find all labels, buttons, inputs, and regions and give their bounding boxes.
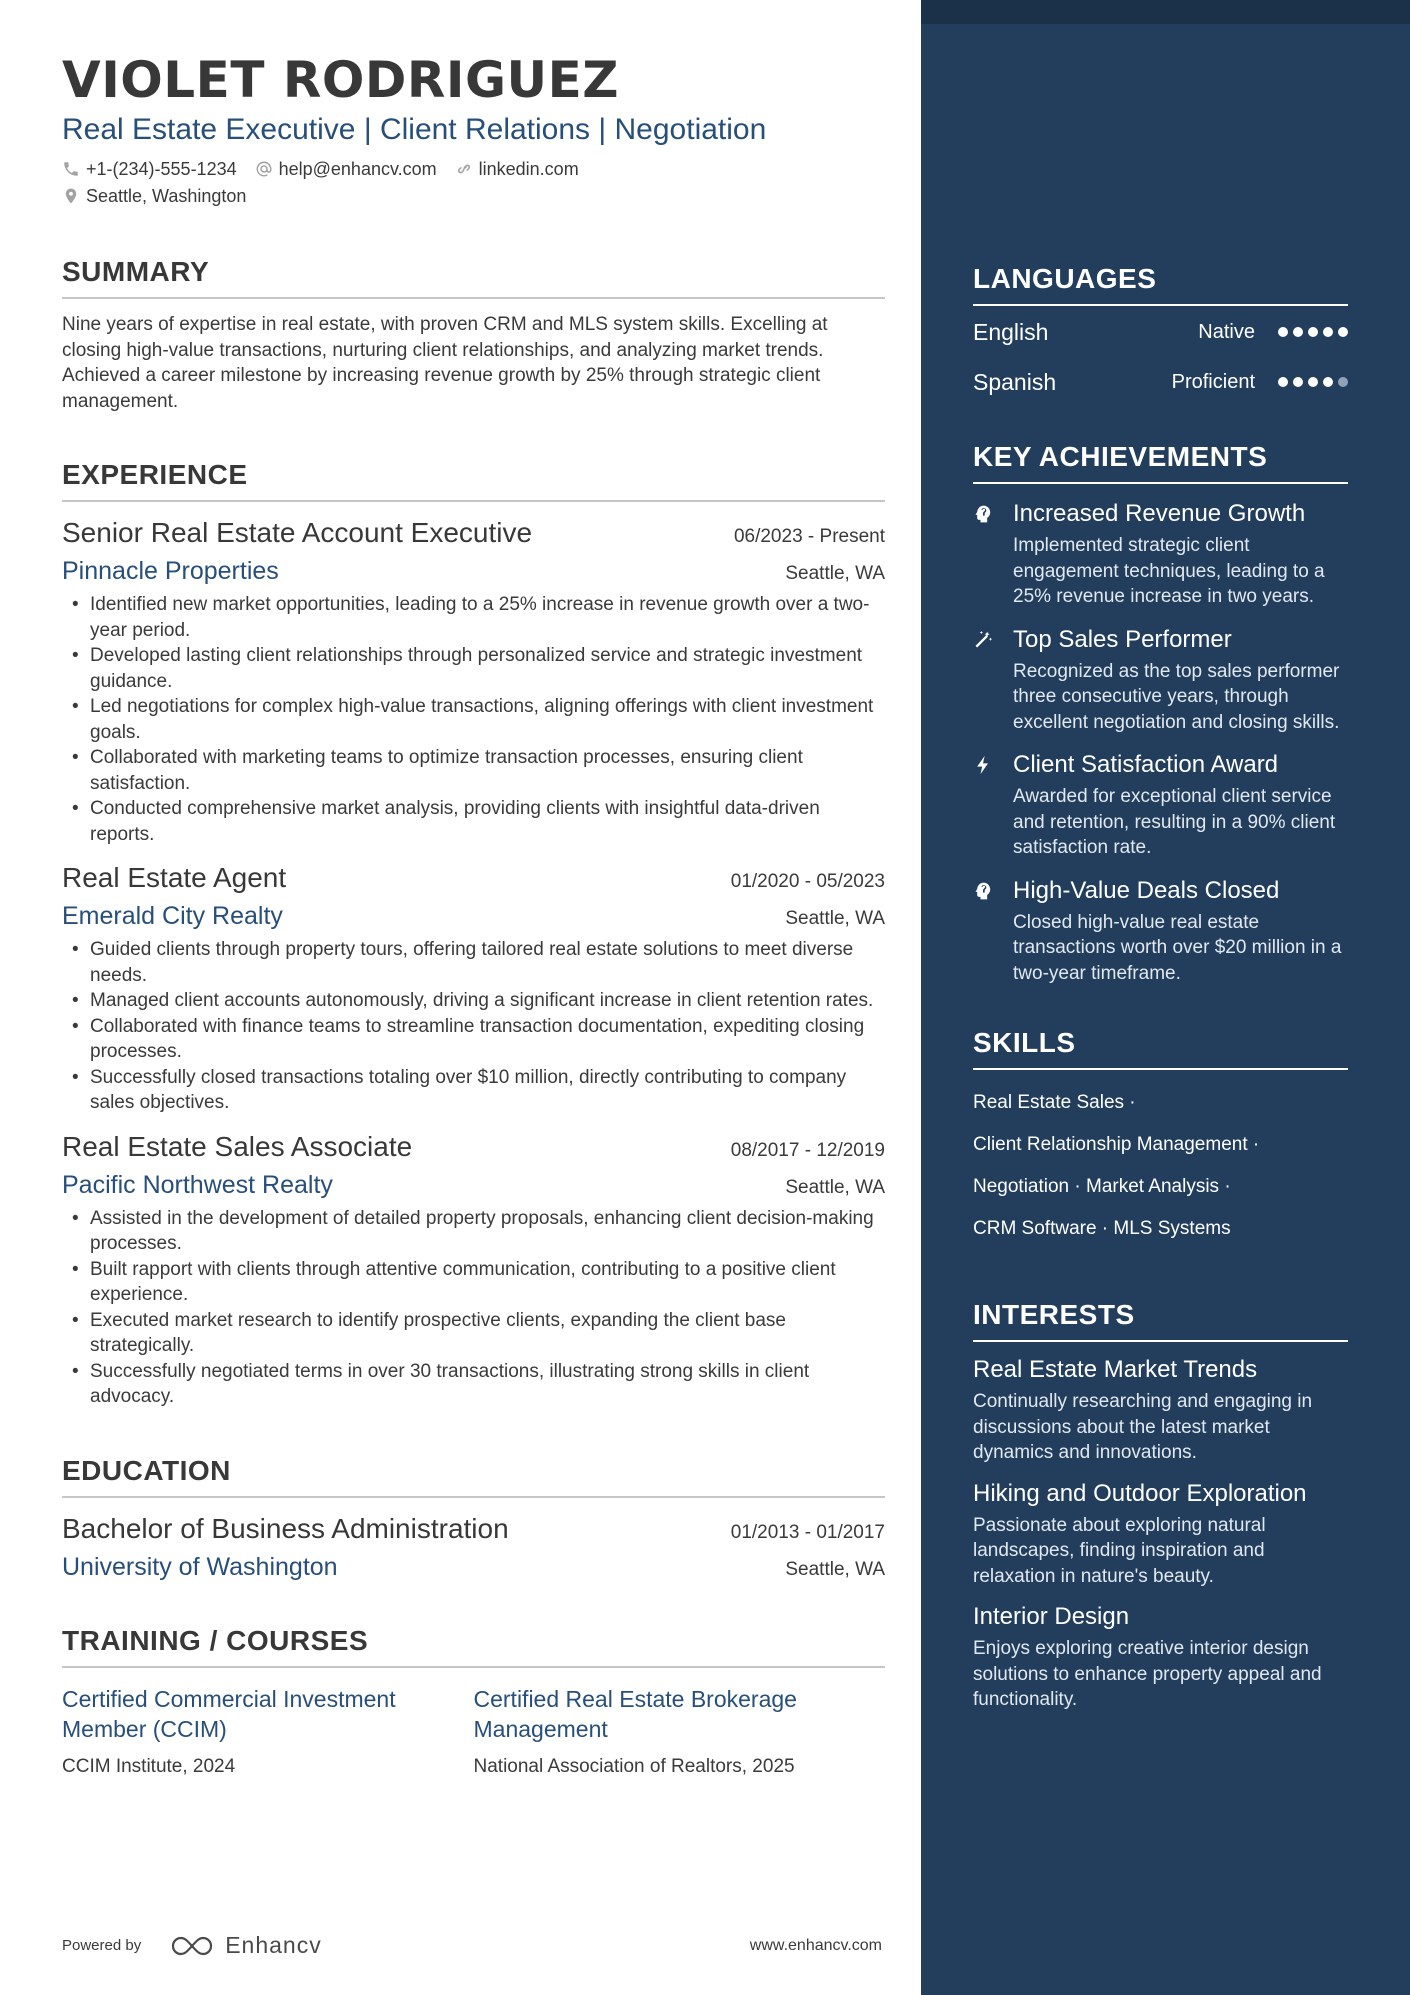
at-icon [255, 160, 273, 178]
summary-text: Nine years of expertise in real estate, with proven CRM and MLS system skills. Excelling at closing high-value transactions, nurturing client relationships, and analyzing market trends. Achieved a career milestone by increasing revenue growth by 25% through strategic client management. [62, 314, 828, 412]
lightning-icon [973, 755, 993, 775]
linkedin-contact[interactable] [455, 159, 579, 180]
headline: Real Estate Executive | Client Relations | Negotiation [62, 113, 767, 146]
languages-title: LANGUAGES [973, 262, 1348, 306]
language-rating [1273, 327, 1348, 337]
achievement-desc: Implemented strategic client engagement techniques, leading to a 25% revenue increase in two years. [1013, 535, 1325, 607]
sidebar [921, 0, 1410, 1995]
achievement-desc: Closed high-value real estate transactions worth over $20 million in a two-year timeframe. [1013, 911, 1342, 984]
course-org: CCIM Institute, 2024 [62, 1755, 236, 1777]
education-title: EDUCATION [62, 1454, 885, 1498]
language-rating [1273, 377, 1348, 387]
experience-section [62, 458, 885, 1410]
language-level: Native [1198, 320, 1255, 343]
job-bullet: • Identified new market opportunities, leading to a 25% increase in revenue growth over a two-year period. [62, 592, 885, 643]
candidate-name: VIOLET RODRIGUEZ [62, 51, 619, 109]
rating-dot-filled [1338, 327, 1348, 337]
language-item [973, 364, 1348, 400]
achievement-item [973, 749, 1348, 861]
magic-wand-icon [973, 630, 993, 650]
job-title: Senior Real Estate Account Executive [62, 517, 533, 548]
achievement-title: Client Satisfaction Award [1013, 751, 1279, 778]
course-org: National Association of Realtors, 2025 [473, 1755, 795, 1777]
email-text: help@enhancv.com [278, 158, 437, 179]
rating-dot-filled [1278, 327, 1288, 337]
course-list [62, 1684, 885, 1778]
achievement-desc: Awarded for exceptional client service and retention, resulting in a 90% client satisfaction rate. [1013, 786, 1336, 858]
interest-desc: Continually researching and engaging in discussions about the latest market dynamics and innovations. [973, 1391, 1313, 1463]
experience-title: EXPERIENCE [62, 458, 885, 502]
education-date: 01/2013 - 01/2017 [730, 1521, 885, 1543]
enhancv-logo-text: Enhancv [225, 1932, 322, 1958]
job-location: Seattle, WA [785, 1176, 885, 1198]
rating-dot-filled [1293, 377, 1303, 387]
phone-icon [62, 160, 80, 178]
job-bullet: • Collaborated with finance teams to streamline transaction documentation, expediting closing processes. [62, 1014, 885, 1065]
achievement-item [973, 498, 1348, 610]
location-text: Seattle, Washington [86, 185, 247, 206]
link-icon [455, 160, 473, 178]
job-bullet: • Executed market research to identify prospective clients, expanding the client base strategically. [62, 1308, 885, 1359]
job-bullets [62, 1206, 885, 1410]
education-entry [62, 1510, 885, 1584]
job-bullets [62, 592, 885, 847]
interest-title: Hiking and Outdoor Exploration [973, 1479, 1307, 1507]
job-entry [62, 859, 885, 1116]
achievements-section [973, 440, 1348, 986]
achievement-title: High-Value Deals Closed [1013, 876, 1280, 904]
interest-item [973, 1354, 1348, 1466]
job-bullet: • Developed lasting client relationships through personalized service and strategic investment guidance. [62, 643, 885, 694]
job-date: 06/2023 - Present [733, 526, 885, 547]
achievement-title: Increased Revenue Growth [1013, 500, 1306, 527]
job-bullets [62, 937, 885, 1116]
powered-by-label: Powered by [62, 1937, 142, 1954]
linkedin-text: linkedin.com [478, 158, 579, 179]
job-entry [62, 1128, 885, 1410]
email-contact[interactable] [255, 159, 437, 180]
company-name: Pacific Northwest Realty [62, 1170, 333, 1199]
rating-dot-filled [1308, 377, 1318, 387]
skill-line: CRM Software · MLS Systems [973, 1218, 1231, 1239]
rating-dot-filled [1293, 327, 1303, 337]
company-name: Pinnacle Properties [62, 557, 279, 585]
job-location: Seattle, WA [785, 908, 885, 929]
course-title: Certified Commercial Investment Member (CCIM) [62, 1685, 396, 1742]
languages-section [973, 262, 1348, 400]
footer-url[interactable]: www.enhancv.com [749, 1936, 882, 1954]
job-bullet: • Built rapport with clients through attentive communication, contributing to a positive client experience. [62, 1257, 885, 1308]
rating-dot-filled [1278, 377, 1288, 387]
interest-item [973, 1601, 1348, 1713]
contact-row [62, 158, 885, 180]
job-bullet: • Guided clients through property tours, offering tailored real estate solutions to meet diverse needs. [62, 937, 885, 988]
job-bullet: • Collaborated with marketing teams to optimize transaction processes, ensuring client satisfaction. [62, 745, 885, 796]
job-entry [62, 514, 885, 847]
enhancv-logo-icon [169, 1934, 215, 1958]
achievement-item [973, 875, 1348, 987]
job-bullet: • Managed client accounts autonomously, driving a significant increase in client retention rates. [62, 988, 885, 1014]
school-name: University of Washington [62, 1552, 338, 1581]
skill-line: Negotiation · Market Analysis · [973, 1176, 1231, 1197]
summary-title: SUMMARY [62, 255, 885, 299]
interest-item [973, 1478, 1348, 1590]
phone-text: +1-(234)-555-1234 [86, 158, 237, 179]
interests-title: INTERESTS [973, 1298, 1348, 1342]
achievement-item [973, 624, 1348, 736]
powered-by [62, 1932, 322, 1959]
company-name: Emerald City Realty [62, 902, 283, 930]
training-section [62, 1624, 885, 1778]
rating-dot-filled [1323, 377, 1333, 387]
footer [62, 1932, 882, 1959]
achievements-title: KEY ACHIEVEMENTS [973, 440, 1348, 484]
job-date: 08/2017 - 12/2019 [730, 1139, 885, 1161]
skills-list [973, 1082, 1348, 1250]
rating-dot-filled [1323, 327, 1333, 337]
language-name: English [973, 318, 1049, 345]
achievement-desc: Recognized as the top sales performer three consecutive years, through excellent negotiation and closing skills. [1013, 660, 1340, 733]
skill-line: Client Relationship Management · [973, 1134, 1260, 1155]
language-level: Proficient [1171, 370, 1255, 393]
training-title: TRAINING / COURSES [62, 1624, 885, 1668]
interests-section [973, 1298, 1348, 1713]
phone-contact[interactable] [62, 159, 237, 180]
sidebar-top-bar [921, 0, 1410, 24]
interest-title: Real Estate Market Trends [973, 1356, 1258, 1383]
job-bullet: • Successfully closed transactions totaling over $10 million, directly contributing to company sales objectives. [62, 1065, 885, 1116]
language-item [973, 314, 1348, 350]
rating-dot-empty [1338, 377, 1348, 387]
location-contact [62, 186, 246, 207]
skill-line: Real Estate Sales · [973, 1092, 1136, 1113]
interest-title: Interior Design [973, 1603, 1130, 1630]
summary-section [62, 255, 885, 414]
achievement-title: Top Sales Performer [1013, 625, 1232, 653]
job-bullet: • Assisted in the development of detailed property proposals, enhancing client decision-making processes. [62, 1206, 885, 1257]
head-icon [973, 881, 993, 901]
job-title: Real Estate Sales Associate [62, 1130, 413, 1162]
head-icon [973, 504, 993, 524]
skills-title: SKILLS [973, 1026, 1348, 1070]
location-pin-icon [62, 187, 80, 205]
language-name: Spanish [973, 368, 1057, 395]
course-item [474, 1684, 886, 1778]
job-title: Real Estate Agent [62, 862, 287, 893]
degree: Bachelor of Business Administration [62, 1512, 509, 1544]
job-bullet: • Led negotiations for complex high-value transactions, aligning offerings with client investment goals. [62, 694, 885, 745]
education-section [62, 1454, 885, 1584]
job-bullet: • Conducted comprehensive market analysis, providing clients with insightful data-driven reports. [62, 796, 885, 847]
rating-dot-filled [1308, 327, 1318, 337]
location-row [62, 185, 885, 207]
education-location: Seattle, WA [785, 1558, 885, 1580]
interest-desc: Enjoys exploring creative interior design solutions to enhance property appeal and functionality. [973, 1638, 1322, 1710]
skills-section [973, 1026, 1348, 1250]
job-location: Seattle, WA [785, 563, 885, 584]
course-item [62, 1684, 474, 1778]
interest-desc: Passionate about exploring natural landscapes, finding inspiration and relaxation in nature's beauty. [973, 1514, 1266, 1587]
job-bullet: • Successfully negotiated terms in over 30 transactions, illustrating strong skills in client advocacy. [62, 1359, 885, 1410]
job-date: 01/2020 - 05/2023 [730, 871, 885, 892]
course-title: Certified Real Estate Brokerage Management [473, 1685, 797, 1742]
